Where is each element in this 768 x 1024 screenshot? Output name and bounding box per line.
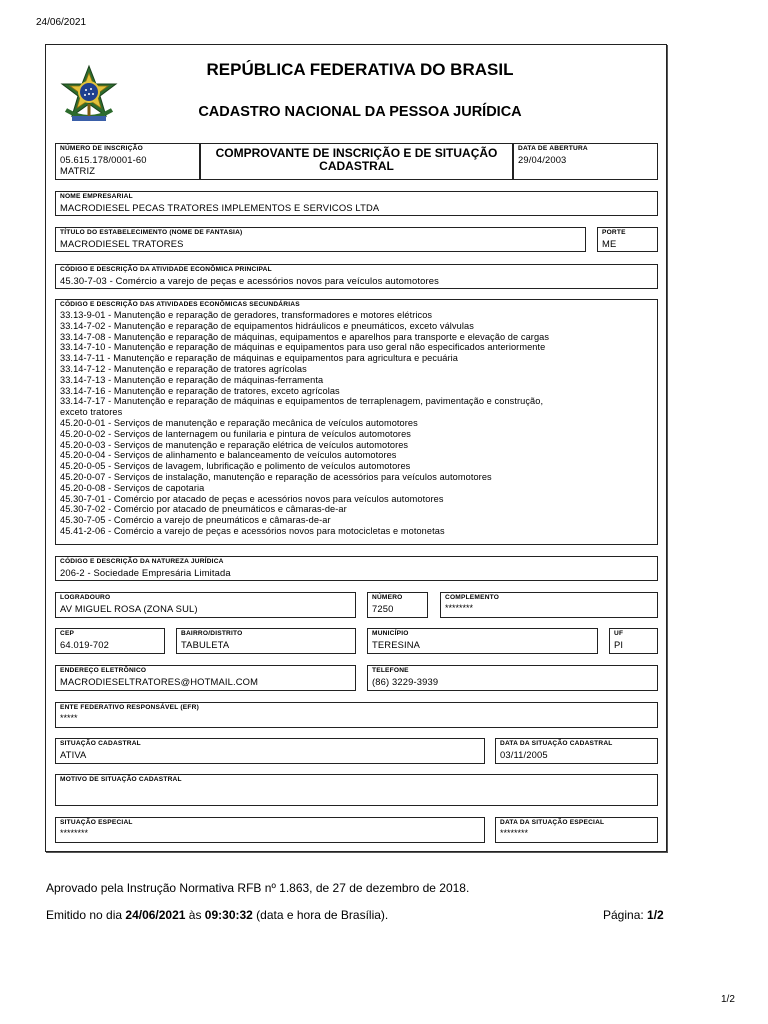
size-box [597,227,658,252]
list-item: 33.14-7-17 - Manutenção e reparação de máquinas e equipamentos de terraplenagem, pavimentação e construção, [60,396,544,407]
status-date-box [495,738,658,764]
secondary-activities-list [60,310,660,537]
main-activity-value: 45.30-7-03 - Comércio a varejo de peças e acessórios novos para veículos automotores [60,275,439,286]
uf-value: PI [614,639,624,650]
approval-note: Aprovado pela Instrução Normativa RFB nº 1.863, de 27 de dezembro de 2018. [46,881,470,895]
street-box [55,592,356,618]
legal-nature-label: CÓDIGO E DESCRIÇÃO DA NATUREZA JURÍDICA [60,558,224,565]
efr-label: ENTE FEDERATIVO RESPONSÁVEL (EFR) [60,704,199,711]
list-item: 45.41-2-06 - Comércio a varejo de peças e acessórios novos para motocicletas e motonetas [60,525,445,536]
status-label: SITUAÇÃO CADASTRAL [60,740,141,747]
status-reason-box [55,774,658,806]
number-value: 7250 [372,603,394,614]
complement-box [440,592,658,618]
special-status-label: SITUAÇÃO ESPECIAL [60,819,133,826]
district-box [176,628,356,654]
status-date-label: DATA DA SITUAÇÃO CADASTRAL [500,740,613,747]
trade-name-box [55,227,586,252]
business-name-box [55,191,658,216]
efr-value: ***** [60,713,78,723]
uf-box [609,628,658,654]
city-label: MUNICÍPIO [372,630,409,637]
uf-label: UF [614,630,624,637]
district-label: BAIRRO/DISTRITO [181,630,243,637]
list-item: 45.30-7-02 - Comércio por atacado de pneumáticos e câmaras-de-ar [60,504,347,515]
special-status-date-label: DATA DA SITUAÇÃO ESPECIAL [500,819,605,826]
registration-number: 05.615.178/0001-60 [60,154,147,165]
document-title-line-1: COMPROVANTE DE INSCRIÇÃO E DE SITUAÇÃO [215,146,498,160]
registration-box [55,143,200,180]
opening-date-value: 29/04/2003 [518,154,567,165]
registration-label: NÚMERO DE INSCRIÇÃO [60,145,143,152]
complement-label: COMPLEMENTO [445,594,500,601]
emission-time: 09:30:32 [204,908,253,922]
emission-prefix: Emitido no dia [46,908,126,922]
list-item: 45.20-0-08 - Serviços de capotaria [60,482,205,493]
phone-label: TELEFONE [372,667,409,674]
list-item: 45.30-7-05 - Comércio a varejo de pneumáticos e câmaras-de-ar [60,515,331,526]
document-title-line-2: CADASTRAL [319,159,394,173]
main-activity-label: CÓDIGO E DESCRIÇÃO DA ATIVIDADE ECONÔMICA PRINCIPAL [60,266,272,273]
email-label: ENDEREÇO ELETRÔNICO [60,667,147,674]
business-name-label: NOME EMPRESARIAL [60,193,133,200]
status-reason-label: MOTIVO DE SITUAÇÃO CADASTRAL [60,776,182,783]
list-item: 45.20-0-07 - Serviços de instalação, manutenção e reparação de acessórios para veículos automotores [60,471,492,482]
list-item: 33.14-7-11 - Manutenção e reparação de máquinas e equipamentos para agricultura e pecuária [60,353,459,364]
trade-name-label: TÍTULO DO ESTABELECIMENTO (NOME DE FANTASIA) [60,229,243,236]
main-activity-box [55,264,658,289]
phone-value: (86) 3229-3939 [372,676,439,687]
special-status-date-value: ******** [500,828,529,838]
list-item: exceto tratores [60,407,123,418]
list-item: 33.14-7-16 - Manutenção e reparação de tratores, exceto agrícolas [60,385,340,396]
list-item: 45.20-0-04 - Serviços de alinhamento e balanceamento de veículos automotores [60,450,397,461]
trade-name-value: MACRODIESEL TRATORES [60,238,184,249]
list-item: 33.14-7-08 - Manutenção e reparação de máquinas, equipamentos e aparelhos para transporte e elevação de cargas [60,331,550,342]
number-box [367,592,428,618]
phone-box [367,665,658,691]
status-box [55,738,485,764]
complement-value: ******** [445,603,474,613]
registration-type: MATRIZ [60,165,96,176]
district-value: TABULETA [181,639,230,650]
list-item: 33.14-7-13 - Manutenção e reparação de máquinas-ferramenta [60,374,324,385]
print-date: 24/06/2021 [36,17,87,28]
coat-of-arms-icon [58,64,120,126]
emission-note [46,908,388,922]
email-value: MACRODIESELTRATORES@HOTMAIL.COM [60,676,259,687]
list-item: 33.13-9-01 - Manutenção e reparação de geradores, transformadores e motores elétricos [60,310,433,320]
list-item: 33.14-7-10 - Manutenção e reparação de máquinas e equipamentos para uso geral não especificados anteriormente [60,342,546,353]
emission-date: 24/06/2021 [125,908,186,922]
status-value: ATIVA [60,749,87,760]
legal-nature-box [55,556,658,581]
email-box [55,665,356,691]
efr-box [55,702,658,728]
cep-label: CEP [60,630,75,637]
list-item: 45.20-0-03 - Serviços de manutenção e reparação elétrica de veículos automotores [60,439,409,450]
list-item: 45.30-7-01 - Comércio por atacado de peças e acessórios novos para veículos automotores [60,493,444,504]
special-status-box [55,817,485,843]
opening-date-label: DATA DE ABERTURA [518,145,588,152]
secondary-activities-box [55,299,658,545]
emission-mid: às [185,908,205,922]
legal-nature-value: 206-2 - Sociedade Empresária Limitada [60,567,231,578]
republic-title: REPÚBLICA FEDERATIVA DO BRASIL [206,60,514,79]
list-item: 45.20-0-05 - Serviços de lavagem, lubrificação e polimento de veículos automotores [60,461,411,472]
status-date-value: 03/11/2005 [500,749,548,760]
registry-title: CADASTRO NACIONAL DA PESSOA JURÍDICA [198,104,522,120]
page-value: 1/2 [647,908,664,922]
page-counter: 1/2 [721,994,735,1005]
city-value: TERESINA [372,639,421,650]
cep-box [55,628,165,654]
page-indicator [603,908,664,922]
cep-value: 64.019-702 [60,639,109,650]
opening-date-box [513,143,658,180]
page-prefix: Página: [603,908,648,922]
emission-suffix: (data e hora de Brasília). [252,908,389,922]
street-value: AV MIGUEL ROSA (ZONA SUL) [60,603,198,614]
list-item: 33.14-7-12 - Manutenção e reparação de tratores agrícolas [60,363,307,374]
business-name-value: MACRODIESEL PECAS TRATORES IMPLEMENTOS E SERVICOS LTDA [60,202,380,213]
street-label: LOGRADOURO [60,594,111,601]
document-title-box [200,143,513,180]
city-box [367,628,598,654]
size-label: PORTE [602,229,626,236]
list-item: 33.14-7-02 - Manutenção e reparação de equipamentos hidráulicos e pneumáticos, exceto válvulas [60,320,474,331]
special-status-value: ******** [60,828,89,838]
number-label: NÚMERO [372,594,403,601]
list-item: 45.20-0-02 - Serviços de lanternagem ou funilaria e pintura de veículos automotores [60,428,411,439]
special-status-date-box [495,817,658,843]
document-title [201,147,512,173]
list-item: 45.20-0-01 - Serviços de manutenção e reparação mecânica de veículos automotores [60,417,418,428]
size-value: ME [602,238,617,249]
secondary-activities-label: CÓDIGO E DESCRIÇÃO DAS ATIVIDADES ECONÔMICAS SECUNDÁRIAS [60,301,300,308]
